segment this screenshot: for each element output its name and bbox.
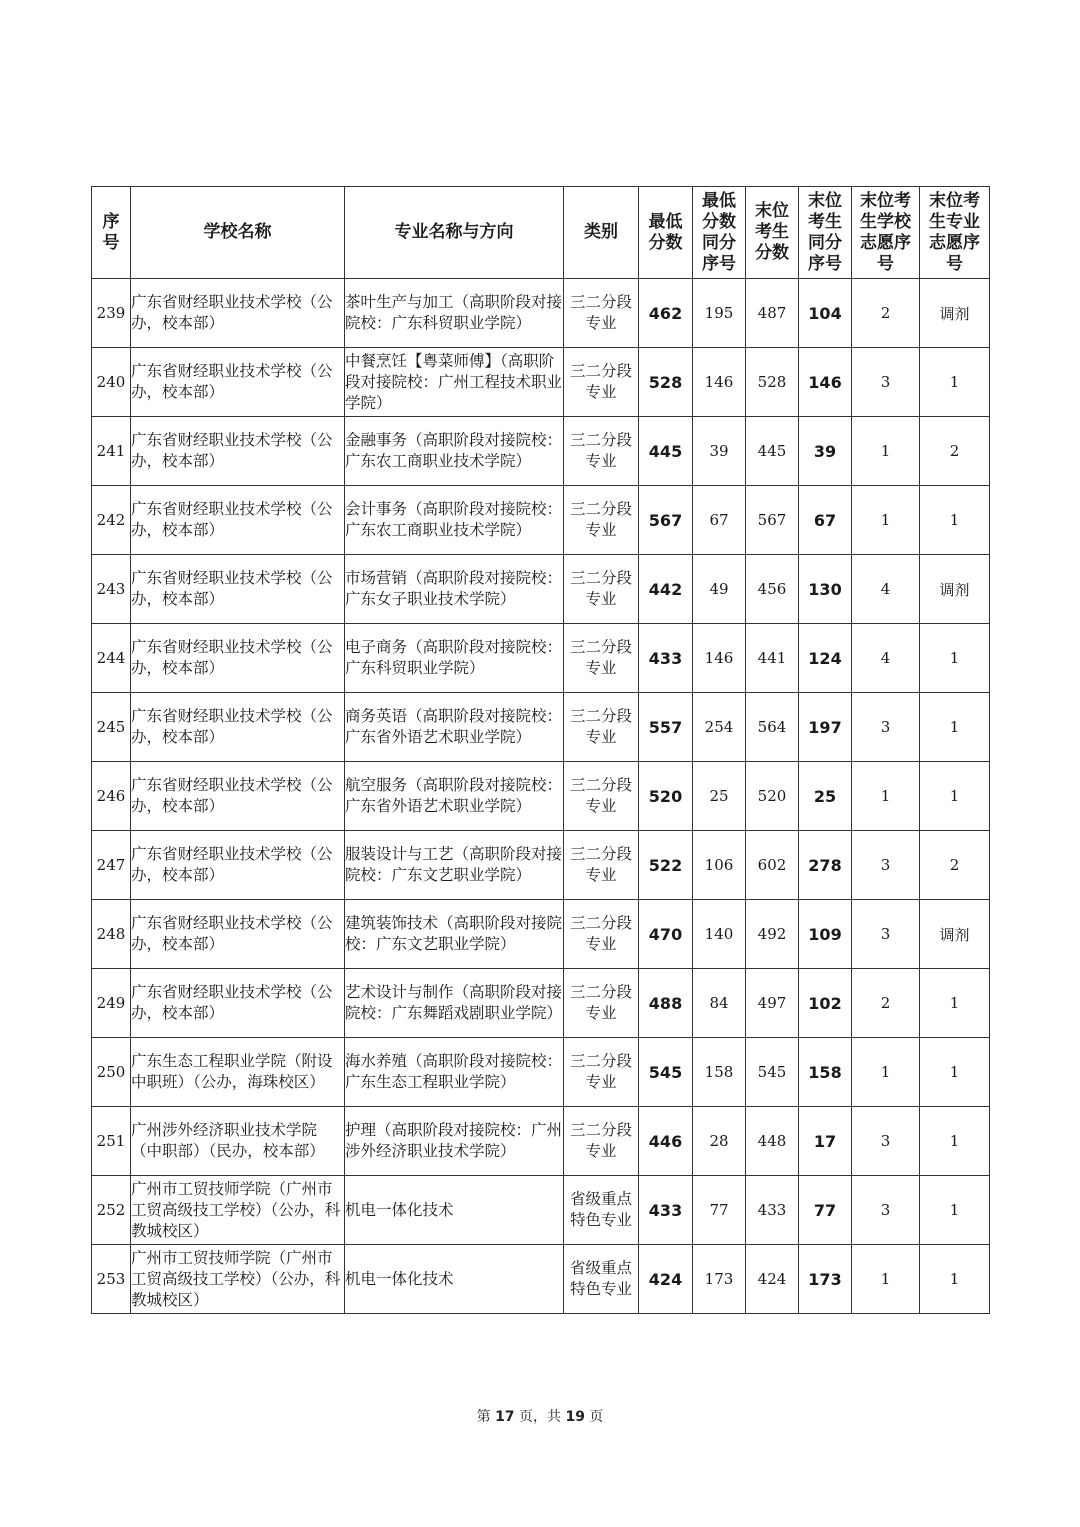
- table-row: [92, 1245, 990, 1314]
- min-score-cell: 446: [639, 1107, 693, 1176]
- category-cell: 三二分段专业: [564, 900, 639, 969]
- last-score-cell: 448: [746, 1107, 799, 1176]
- seq-cell: 244: [92, 624, 131, 693]
- min-score-cell: 557: [639, 693, 693, 762]
- min-rank-cell: 28: [693, 1107, 746, 1176]
- seq-cell: 253: [92, 1245, 131, 1314]
- seq-cell: 241: [92, 417, 131, 486]
- min-rank-cell: 195: [693, 279, 746, 348]
- table-row: [92, 900, 990, 969]
- last-rank-cell: 109: [799, 900, 852, 969]
- category-cell: 省级重点特色专业: [564, 1245, 639, 1314]
- school-pref-cell: 3: [852, 900, 920, 969]
- school-cell: 广东省财经职业技术学校（公办，校本部）: [131, 348, 345, 417]
- table-row: [92, 1176, 990, 1245]
- major-cell: 会计事务（高职阶段对接院校：广东农工商职业技术学院）: [345, 486, 564, 555]
- last-score-cell: 520: [746, 762, 799, 831]
- category-cell: 三二分段专业: [564, 1038, 639, 1107]
- last-score-cell: 492: [746, 900, 799, 969]
- last-score-cell: 456: [746, 555, 799, 624]
- last-rank-cell: 197: [799, 693, 852, 762]
- last-score-cell: 567: [746, 486, 799, 555]
- header-seq: 序号: [92, 187, 131, 279]
- major-cell: 机电一体化技术: [345, 1245, 564, 1314]
- school-pref-cell: 3: [852, 1176, 920, 1245]
- category-cell: 三二分段专业: [564, 417, 639, 486]
- school-pref-cell: 4: [852, 555, 920, 624]
- category-cell: 三二分段专业: [564, 969, 639, 1038]
- min-score-cell: 433: [639, 1176, 693, 1245]
- last-score-cell: 545: [746, 1038, 799, 1107]
- admission-scores-table: [91, 186, 990, 1314]
- last-rank-cell: 17: [799, 1107, 852, 1176]
- category-cell: 三二分段专业: [564, 693, 639, 762]
- major-cell: 市场营销（高职阶段对接院校：广东女子职业技术学院）: [345, 555, 564, 624]
- min-rank-cell: 84: [693, 969, 746, 1038]
- min-rank-cell: 39: [693, 417, 746, 486]
- major-cell: 机电一体化技术: [345, 1176, 564, 1245]
- table-row: [92, 693, 990, 762]
- min-rank-cell: 254: [693, 693, 746, 762]
- footer-prefix: 第: [476, 1409, 491, 1425]
- category-cell: 三二分段专业: [564, 624, 639, 693]
- table-row: [92, 555, 990, 624]
- min-rank-cell: 106: [693, 831, 746, 900]
- last-rank-cell: 146: [799, 348, 852, 417]
- school-pref-cell: 2: [852, 279, 920, 348]
- school-cell: 广州市工贸技师学院（广州市工贸高级技工学校）（公办，科教城校区）: [131, 1176, 345, 1245]
- min-score-cell: 522: [639, 831, 693, 900]
- footer-middle: 页，共: [519, 1409, 561, 1425]
- major-pref-cell: 调剂: [920, 900, 990, 969]
- header-school: 学校名称: [131, 187, 345, 279]
- school-pref-cell: 3: [852, 831, 920, 900]
- min-rank-cell: 140: [693, 900, 746, 969]
- school-cell: 广东省财经职业技术学校（公办，校本部）: [131, 693, 345, 762]
- school-cell: 广东省财经职业技术学校（公办，校本部）: [131, 831, 345, 900]
- last-rank-cell: 173: [799, 1245, 852, 1314]
- min-rank-cell: 146: [693, 624, 746, 693]
- last-score-cell: 564: [746, 693, 799, 762]
- header-row: [92, 187, 990, 279]
- major-pref-cell: 1: [920, 486, 990, 555]
- major-cell: 护理（高职阶段对接院校：广州涉外经济职业技术学院）: [345, 1107, 564, 1176]
- header-last-score: 末位考生分数: [746, 187, 799, 279]
- school-cell: 广东省财经职业技术学校（公办，校本部）: [131, 417, 345, 486]
- last-rank-cell: 77: [799, 1176, 852, 1245]
- header-min-rank: 最低分数同分序号: [693, 187, 746, 279]
- table-row: [92, 279, 990, 348]
- min-score-cell: 470: [639, 900, 693, 969]
- min-score-cell: 433: [639, 624, 693, 693]
- table-row: [92, 624, 990, 693]
- major-cell: 服装设计与工艺（高职阶段对接院校：广东文艺职业学院）: [345, 831, 564, 900]
- major-pref-cell: 1: [920, 348, 990, 417]
- last-rank-cell: 67: [799, 486, 852, 555]
- category-cell: 三二分段专业: [564, 555, 639, 624]
- seq-cell: 239: [92, 279, 131, 348]
- school-pref-cell: 1: [852, 417, 920, 486]
- last-rank-cell: 124: [799, 624, 852, 693]
- school-cell: 广东省财经职业技术学校（公办，校本部）: [131, 555, 345, 624]
- last-rank-cell: 104: [799, 279, 852, 348]
- page-footer: [0, 1406, 1080, 1426]
- major-pref-cell: 1: [920, 693, 990, 762]
- min-rank-cell: 49: [693, 555, 746, 624]
- min-rank-cell: 77: [693, 1176, 746, 1245]
- school-cell: 广州涉外经济职业技术学院（中职部）（民办，校本部）: [131, 1107, 345, 1176]
- table-row: [92, 1038, 990, 1107]
- major-cell: 航空服务（高职阶段对接院校：广东省外语艺术职业学院）: [345, 762, 564, 831]
- major-pref-cell: 调剂: [920, 279, 990, 348]
- min-rank-cell: 25: [693, 762, 746, 831]
- category-cell: 三二分段专业: [564, 348, 639, 417]
- school-cell: 广东省财经职业技术学校（公办，校本部）: [131, 969, 345, 1038]
- major-cell: 茶叶生产与加工（高职阶段对接院校：广东科贸职业学院）: [345, 279, 564, 348]
- min-score-cell: 445: [639, 417, 693, 486]
- major-cell: 商务英语（高职阶段对接院校：广东省外语艺术职业学院）: [345, 693, 564, 762]
- seq-cell: 251: [92, 1107, 131, 1176]
- last-rank-cell: 102: [799, 969, 852, 1038]
- school-pref-cell: 3: [852, 348, 920, 417]
- last-rank-cell: 25: [799, 762, 852, 831]
- table-row: [92, 348, 990, 417]
- last-score-cell: 424: [746, 1245, 799, 1314]
- seq-cell: 248: [92, 900, 131, 969]
- major-cell: 海水养殖（高职阶段对接院校：广东生态工程职业学院）: [345, 1038, 564, 1107]
- last-score-cell: 441: [746, 624, 799, 693]
- school-pref-cell: 2: [852, 969, 920, 1038]
- seq-cell: 243: [92, 555, 131, 624]
- min-rank-cell: 158: [693, 1038, 746, 1107]
- min-rank-cell: 67: [693, 486, 746, 555]
- school-cell: 广东省财经职业技术学校（公办，校本部）: [131, 279, 345, 348]
- current-page-number: 17: [495, 1409, 515, 1425]
- header-min-score: 最低分数: [639, 187, 693, 279]
- major-cell: 建筑装饰技术（高职阶段对接院校：广东文艺职业学院）: [345, 900, 564, 969]
- major-pref-cell: 1: [920, 624, 990, 693]
- seq-cell: 240: [92, 348, 131, 417]
- last-rank-cell: 39: [799, 417, 852, 486]
- school-cell: 广东省财经职业技术学校（公办，校本部）: [131, 900, 345, 969]
- school-pref-cell: 3: [852, 1107, 920, 1176]
- table-row: [92, 762, 990, 831]
- seq-cell: 245: [92, 693, 131, 762]
- major-pref-cell: 2: [920, 417, 990, 486]
- school-pref-cell: 4: [852, 624, 920, 693]
- table-row: [92, 417, 990, 486]
- major-pref-cell: 2: [920, 831, 990, 900]
- table-row: [92, 486, 990, 555]
- table-row: [92, 969, 990, 1038]
- min-score-cell: 545: [639, 1038, 693, 1107]
- min-score-cell: 424: [639, 1245, 693, 1314]
- school-cell: 广东生态工程职业学院（附设中职班）（公办，海珠校区）: [131, 1038, 345, 1107]
- last-score-cell: 445: [746, 417, 799, 486]
- last-score-cell: 487: [746, 279, 799, 348]
- min-rank-cell: 146: [693, 348, 746, 417]
- major-cell: 电子商务（高职阶段对接院校：广东科贸职业学院）: [345, 624, 564, 693]
- major-pref-cell: 调剂: [920, 555, 990, 624]
- school-pref-cell: 3: [852, 693, 920, 762]
- footer-suffix: 页: [589, 1409, 604, 1425]
- seq-cell: 249: [92, 969, 131, 1038]
- min-score-cell: 462: [639, 279, 693, 348]
- category-cell: 三二分段专业: [564, 486, 639, 555]
- min-score-cell: 567: [639, 486, 693, 555]
- min-score-cell: 528: [639, 348, 693, 417]
- seq-cell: 242: [92, 486, 131, 555]
- header-major: 专业名称与方向: [345, 187, 564, 279]
- header-school-pref: 末位考生学校志愿序号: [852, 187, 920, 279]
- last-score-cell: 433: [746, 1176, 799, 1245]
- category-cell: 三二分段专业: [564, 762, 639, 831]
- school-pref-cell: 1: [852, 1245, 920, 1314]
- category-cell: 三二分段专业: [564, 831, 639, 900]
- major-pref-cell: 1: [920, 1038, 990, 1107]
- last-score-cell: 497: [746, 969, 799, 1038]
- school-pref-cell: 1: [852, 762, 920, 831]
- header-category: 类别: [564, 187, 639, 279]
- major-pref-cell: 1: [920, 762, 990, 831]
- table-row: [92, 1107, 990, 1176]
- header-last-rank: 末位考生同分序号: [799, 187, 852, 279]
- school-pref-cell: 1: [852, 1038, 920, 1107]
- last-rank-cell: 130: [799, 555, 852, 624]
- school-cell: 广东省财经职业技术学校（公办，校本部）: [131, 762, 345, 831]
- min-rank-cell: 173: [693, 1245, 746, 1314]
- header-major-pref: 末位考生专业志愿序号: [920, 187, 990, 279]
- min-score-cell: 442: [639, 555, 693, 624]
- category-cell: 省级重点特色专业: [564, 1176, 639, 1245]
- table-row: [92, 831, 990, 900]
- major-cell: 艺术设计与制作（高职阶段对接院校：广东舞蹈戏剧职业学院）: [345, 969, 564, 1038]
- last-rank-cell: 158: [799, 1038, 852, 1107]
- seq-cell: 247: [92, 831, 131, 900]
- school-cell: 广东省财经职业技术学校（公办，校本部）: [131, 624, 345, 693]
- major-cell: 金融事务（高职阶段对接院校：广东农工商职业技术学院）: [345, 417, 564, 486]
- school-pref-cell: 1: [852, 486, 920, 555]
- seq-cell: 246: [92, 762, 131, 831]
- last-score-cell: 528: [746, 348, 799, 417]
- last-score-cell: 602: [746, 831, 799, 900]
- major-cell: 中餐烹饪【粤菜师傅】（高职阶段对接院校：广州工程技术职业学院）: [345, 348, 564, 417]
- major-pref-cell: 1: [920, 1245, 990, 1314]
- category-cell: 三二分段专业: [564, 1107, 639, 1176]
- min-score-cell: 488: [639, 969, 693, 1038]
- seq-cell: 250: [92, 1038, 131, 1107]
- category-cell: 三二分段专业: [564, 279, 639, 348]
- major-pref-cell: 1: [920, 1176, 990, 1245]
- major-pref-cell: 1: [920, 969, 990, 1038]
- school-cell: 广东省财经职业技术学校（公办，校本部）: [131, 486, 345, 555]
- min-score-cell: 520: [639, 762, 693, 831]
- major-pref-cell: 1: [920, 1107, 990, 1176]
- school-cell: 广州市工贸技师学院（广州市工贸高级技工学校）（公办，科教城校区）: [131, 1245, 345, 1314]
- last-rank-cell: 278: [799, 831, 852, 900]
- seq-cell: 252: [92, 1176, 131, 1245]
- total-pages-number: 19: [565, 1409, 585, 1425]
